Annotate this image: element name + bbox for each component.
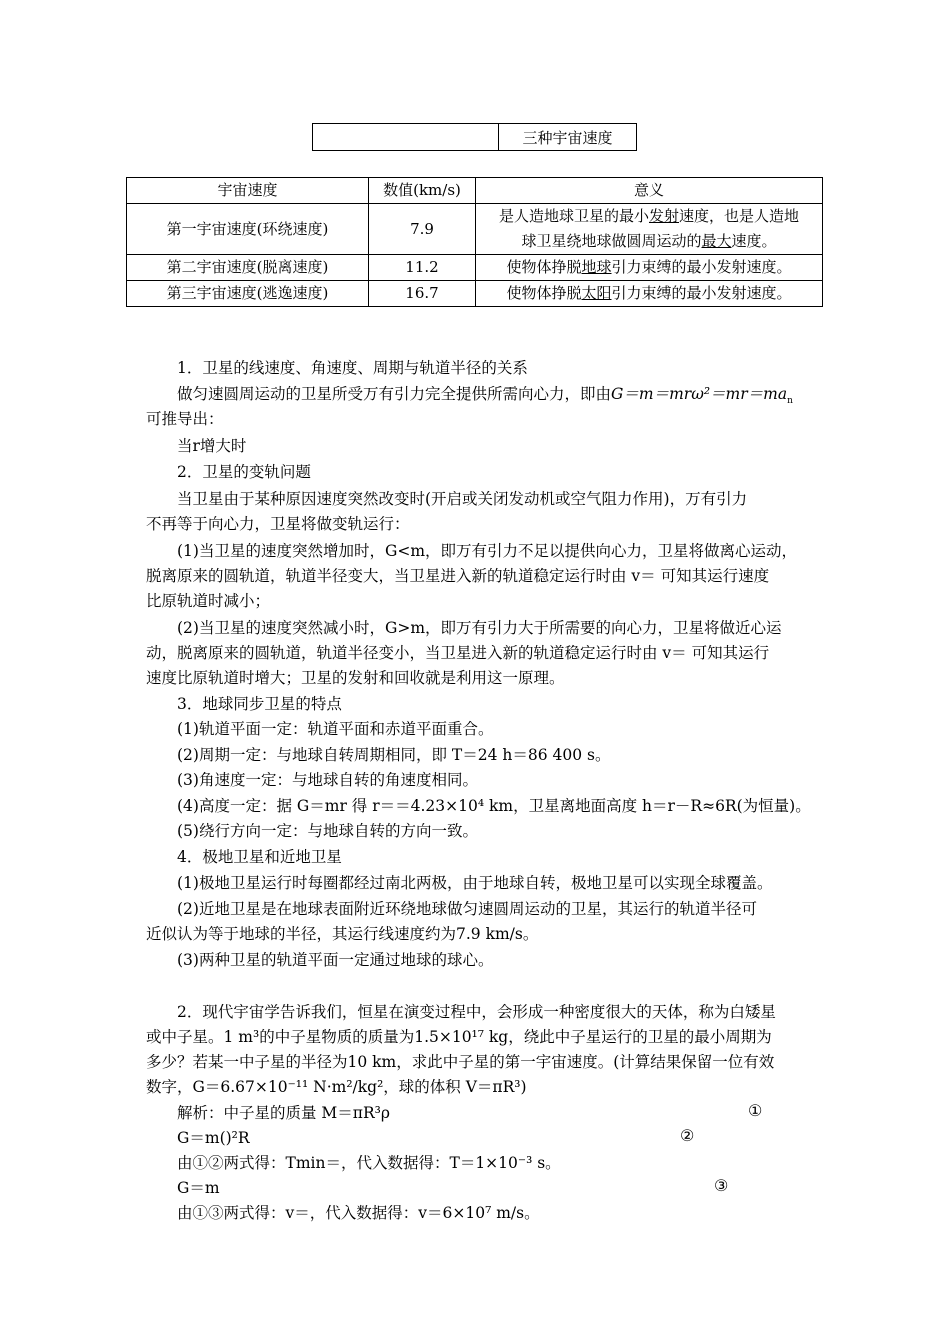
speed-value: 11.2 bbox=[369, 255, 476, 281]
paragraph-line: (3)角速度一定：与地球自转的角速度相同。 bbox=[177, 771, 478, 789]
blank-cell bbox=[313, 124, 499, 151]
column-header: 数值(km/s) bbox=[369, 178, 476, 204]
speed-value: 16.7 bbox=[369, 281, 476, 307]
meaning-text: 引力束缚的最小发射速度。 bbox=[611, 258, 792, 276]
underlined-term: 太阳 bbox=[581, 284, 612, 302]
heading-4: 4．极地卫星和近地卫星 bbox=[177, 848, 342, 866]
section-title: 三种宇宙速度 bbox=[499, 124, 637, 151]
column-header: 意义 bbox=[476, 178, 823, 204]
table-row bbox=[127, 255, 823, 281]
meaning-text: 速度，也是人造地 bbox=[679, 207, 800, 225]
equation-mark: ② bbox=[680, 1126, 695, 1145]
solution-line: G＝m bbox=[177, 1179, 220, 1197]
paragraph-line: 脱离原来的圆轨道，轨道半径变大，当卫星进入新的轨道稳定运行时由 v＝ 可知其运行速度 bbox=[146, 567, 770, 585]
solution-line: 由①③两式得：v＝，代入数据得：v＝6×10⁷ m/s。 bbox=[177, 1204, 540, 1222]
solution-line: G＝m()²R bbox=[177, 1129, 250, 1147]
meaning-text: 引力束缚的最小发射速度。 bbox=[611, 284, 792, 302]
problem-line: 数字，G＝6.67×10⁻¹¹ N·m²/kg²，球的体积 V＝πR³) bbox=[146, 1078, 527, 1096]
meaning-text: 使物体挣脱 bbox=[506, 258, 582, 276]
paragraph-line: 比原轨道时减小； bbox=[146, 592, 271, 610]
paragraph-line: 动，脱离原来的圆轨道，轨道半径变小，当卫星进入新的轨道稳定运行时由 v＝ 可知其运行 bbox=[146, 644, 770, 662]
underlined-term: 地球 bbox=[581, 258, 612, 276]
speed-name: 第二宇宙速度(脱离速度) bbox=[127, 255, 369, 281]
meaning-text: 是人造地球卫星的最小 bbox=[498, 207, 649, 225]
paragraph-line: 不再等于向心力，卫星将做变轨运行： bbox=[146, 515, 410, 533]
meaning-text: 使物体挣脱 bbox=[506, 284, 582, 302]
speed-name: 第一宇宙速度(环绕速度) bbox=[127, 204, 369, 255]
equation-mark: ③ bbox=[714, 1176, 729, 1195]
paragraph-line: (3)两种卫星的轨道平面一定通过地球的球心。 bbox=[177, 951, 494, 969]
table-header-row bbox=[127, 178, 823, 204]
paragraph-line: (4)高度一定：据 G＝mr 得 r＝＝4.23×10⁴ km，卫星离地面高度 h＝r－R≈6R(为恒量)。 bbox=[177, 797, 811, 815]
speed-name: 第三宇宙速度(逃逸速度) bbox=[127, 281, 369, 307]
paragraph-line: (1)极地卫星运行时每圈都经过南北两极，由于地球自转，极地卫星可以实现全球覆盖。 bbox=[177, 874, 773, 892]
speed-value: 7.9 bbox=[369, 204, 476, 255]
table-row bbox=[127, 281, 823, 307]
formula: G＝m＝mrω²＝mr＝ma bbox=[611, 385, 788, 403]
paragraph-line: (2)近地卫星是在地球表面附近环绕地球做匀速圆周运动的卫星，其运行的轨道半径可 bbox=[177, 900, 757, 918]
heading-1: 1．卫星的线速度、角速度、周期与轨道半径的关系 bbox=[177, 359, 528, 377]
problem-line: 多少？若某一中子星的半径为10 km，求此中子星的第一宇宙速度。(计算结果保留一位有效 bbox=[146, 1053, 775, 1071]
paragraph-line: (1)当卫星的速度突然增加时，G<m，即万有引力不足以提供向心力，卫星将做离心运动， bbox=[177, 542, 798, 560]
paragraph-line: 可推导出： bbox=[146, 410, 224, 428]
paragraph-line: 速度比原轨道时增大；卫星的发射和回收就是利用这一原理。 bbox=[146, 669, 565, 687]
solution-line: 解析：中子星的质量 M＝πR³ρ bbox=[177, 1104, 390, 1122]
meaning-text: 球卫星绕地球做圆周运动的 bbox=[521, 232, 702, 250]
section-title-box bbox=[312, 123, 637, 151]
equation-mark: ① bbox=[748, 1101, 763, 1120]
column-header: 宇宙速度 bbox=[127, 178, 369, 204]
meaning-text: 速度。 bbox=[731, 232, 777, 250]
speed-meaning bbox=[476, 204, 823, 255]
table-row bbox=[127, 204, 823, 255]
paragraph-line: 做匀速圆周运动的卫星所受万有引力完全提供所需向心力，即由$G=m=mr\omega^2=mr=ma_n$ bbox=[177, 385, 793, 407]
underlined-term: 发射 bbox=[648, 207, 679, 225]
paragraph-text: 做匀速圆周运动的卫星所受万有引力完全提供所需向心力，即由 bbox=[177, 385, 612, 403]
speed-meaning bbox=[476, 255, 823, 281]
paragraph-line: 当卫星由于某种原因速度突然改变时(开启或关闭发动机或空气阻力作用)，万有引力 bbox=[177, 490, 748, 508]
speed-meaning bbox=[476, 281, 823, 307]
paragraph-line: 当r增大时 bbox=[177, 437, 247, 455]
paragraph-line: (1)轨道平面一定：轨道平面和赤道平面重合。 bbox=[177, 720, 494, 738]
cosmic-speed-table bbox=[126, 177, 823, 307]
problem-line: 或中子星。1 m³的中子星物质的质量为1.5×10¹⁷ kg，绕此中子星运行的卫星的最小周期为 bbox=[146, 1028, 772, 1046]
solution-line: 由①②两式得：Tmin＝，代入数据得：T＝1×10⁻³ s。 bbox=[177, 1154, 561, 1172]
heading-2: 2．卫星的变轨问题 bbox=[177, 463, 311, 481]
heading-3: 3．地球同步卫星的特点 bbox=[177, 695, 342, 713]
paragraph-line: 近似认为等于地球的半径，其运行线速度约为7.9 km/s。 bbox=[146, 925, 539, 943]
underlined-term: 最大 bbox=[701, 232, 732, 250]
paragraph-line: (2)周期一定：与地球自转周期相同，即 T＝24 h＝86 400 s。 bbox=[177, 746, 611, 764]
problem-line: 2．现代宇宙学告诉我们，恒星在演变过程中，会形成一种密度很大的天体，称为白矮星 bbox=[177, 1003, 776, 1021]
paragraph-line: (5)绕行方向一定：与地球自转的方向一致。 bbox=[177, 822, 478, 840]
paragraph-line: (2)当卫星的速度突然减小时，G>m，即万有引力大于所需要的向心力，卫星将做近心运 bbox=[177, 619, 782, 637]
